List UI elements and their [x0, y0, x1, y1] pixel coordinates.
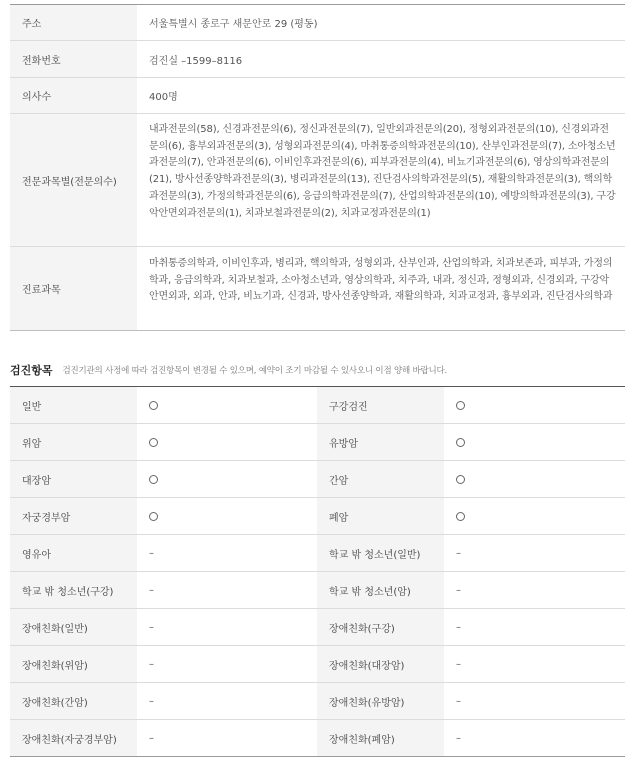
exam-item-availability: – — [149, 584, 154, 596]
exam-row — [10, 646, 625, 683]
doctors-value: 400명 — [149, 92, 178, 103]
exam-item-label: 장애친화(대장암) — [317, 646, 444, 682]
exam-item-label: 자궁경부암 — [10, 498, 137, 534]
exam-row — [10, 498, 625, 535]
exam-item-availability: – — [456, 621, 461, 633]
exam-item-label: 학교 밖 청소년(암) — [317, 572, 444, 608]
exam-row — [10, 461, 625, 498]
exam-item-availability: – — [149, 732, 154, 744]
exam-item-availability — [137, 461, 317, 497]
phone-label: 전화번호 — [10, 41, 137, 77]
exam-row — [10, 683, 625, 720]
exam-item-availability — [444, 387, 625, 423]
exam-item-label: 장애친화(일반) — [10, 609, 137, 645]
exam-row — [10, 609, 625, 646]
exam-row — [10, 387, 625, 424]
exam-item-label: 간암 — [317, 461, 444, 497]
available-circle-icon — [149, 438, 158, 447]
exam-item-availability — [444, 498, 625, 534]
exam-item-availability: – — [149, 621, 154, 633]
exam-item-availability — [444, 461, 625, 497]
phone-value: 검진실 –1599–8116 — [149, 55, 243, 67]
exam-row — [10, 720, 625, 757]
exam-item-availability — [137, 424, 317, 460]
exam-item-label: 장애친화(간암) — [10, 683, 137, 719]
exam-section-title: 검진항목 — [10, 364, 53, 377]
exam-item-label: 위암 — [10, 424, 137, 460]
exam-item-availability — [444, 424, 625, 460]
address-value: 서울특별시 종로구 새문안로 29 (평동) — [149, 19, 318, 30]
exam-item-label: 장애친화(유방암) — [317, 683, 444, 719]
info-row-specialists — [10, 114, 625, 247]
exam-item-label: 일반 — [10, 387, 137, 423]
exam-row — [10, 424, 625, 461]
available-circle-icon — [456, 401, 465, 410]
hospital-info-table — [10, 4, 625, 331]
exam-item-label: 유방암 — [317, 424, 444, 460]
exam-item-availability: – — [456, 695, 461, 707]
exam-item-label: 구강검진 — [317, 387, 444, 423]
departments-label: 진료과목 — [10, 247, 137, 330]
exam-item-availability: – — [149, 658, 154, 670]
departments-value: 마취통증의학과, 이비인후과, 병리과, 핵의학과, 성형외과, 산부인과, 산업의학과, 치과보존과, 피부과, 가정의학과, 응급의학과, 치과보철과, 소아청소년과, 영상의학과, 치주과, 내과, 정신과, 정형외과, 신경외과, 구강악안면외과, 외과, 안과, 비뇨기과, 신경과, 방사선종양학과, 재활의학과, 치과교정과, 흉부외과, 진단검사의학과 — [149, 258, 613, 303]
exam-item-availability: – — [149, 547, 154, 559]
exam-section-header — [10, 360, 625, 380]
doctors-label: 의사수 — [10, 78, 137, 113]
available-circle-icon — [149, 401, 158, 410]
exam-section-note: 검진기관의 사정에 따라 검진항목이 변경될 수 있으며, 예약이 조기 마감될 수 있사오니 이점 양해 바랍니다. — [62, 366, 448, 376]
available-circle-icon — [149, 512, 158, 521]
exam-item-availability: – — [456, 547, 461, 559]
available-circle-icon — [456, 438, 465, 447]
info-row-doctors — [10, 78, 625, 114]
exam-item-availability — [137, 498, 317, 534]
available-circle-icon — [149, 475, 158, 484]
available-circle-icon — [456, 512, 465, 521]
exam-item-label: 폐암 — [317, 498, 444, 534]
specialists-value: 내과전문의(58), 신경과전문의(6), 정신과전문의(7), 일반외과전문의(20), 정형외과전문의(10), 신경외과전문의(6), 흉부외과전문의(3), 성형외과전문의(4), 마취통증의학과전문의(10), 산부인과전문의(7), 소아청소년과전문의(7), 안과전문의(6), 이비인후과전문의(6), 피부과전문의(4), 비뇨기과전문의(6), 영상의학과전문의(21), 방사선종양학과전문의(3), 병리과전문의(13), 진단검사의학과전문의(5), 재활의학과전문의(3), 핵의학과전문의(3), 가정의학과전문의(6), 응급의학과전문의(7), 산업의학과전문의(10), 예방의학과전문의(3), 구강악안면외과전문의(1), 치과보철과전문의(2), 치과교정과전문의(1) — [149, 124, 616, 219]
exam-item-availability — [137, 387, 317, 423]
address-label: 주소 — [10, 5, 137, 40]
exam-item-label: 영유아 — [10, 535, 137, 571]
available-circle-icon — [456, 475, 465, 484]
exam-item-availability: – — [456, 584, 461, 596]
exam-row — [10, 535, 625, 572]
exam-item-label: 장애친화(폐암) — [317, 720, 444, 756]
specialists-label: 전문과목별(전문의수) — [10, 114, 137, 246]
exam-item-label: 학교 밖 청소년(구강) — [10, 572, 137, 608]
exam-item-availability: – — [456, 732, 461, 744]
info-row-phone — [10, 41, 625, 78]
exam-item-availability: – — [149, 695, 154, 707]
info-row-address — [10, 4, 625, 41]
exam-item-label: 장애친화(위암) — [10, 646, 137, 682]
exam-item-label: 대장암 — [10, 461, 137, 497]
exam-item-label: 장애친화(자궁경부암) — [10, 720, 137, 756]
exam-item-availability: – — [456, 658, 461, 670]
exam-items-table — [10, 386, 625, 757]
exam-row — [10, 572, 625, 609]
info-row-departments — [10, 247, 625, 331]
exam-item-label: 장애친화(구강) — [317, 609, 444, 645]
exam-item-label: 학교 밖 청소년(일반) — [317, 535, 444, 571]
